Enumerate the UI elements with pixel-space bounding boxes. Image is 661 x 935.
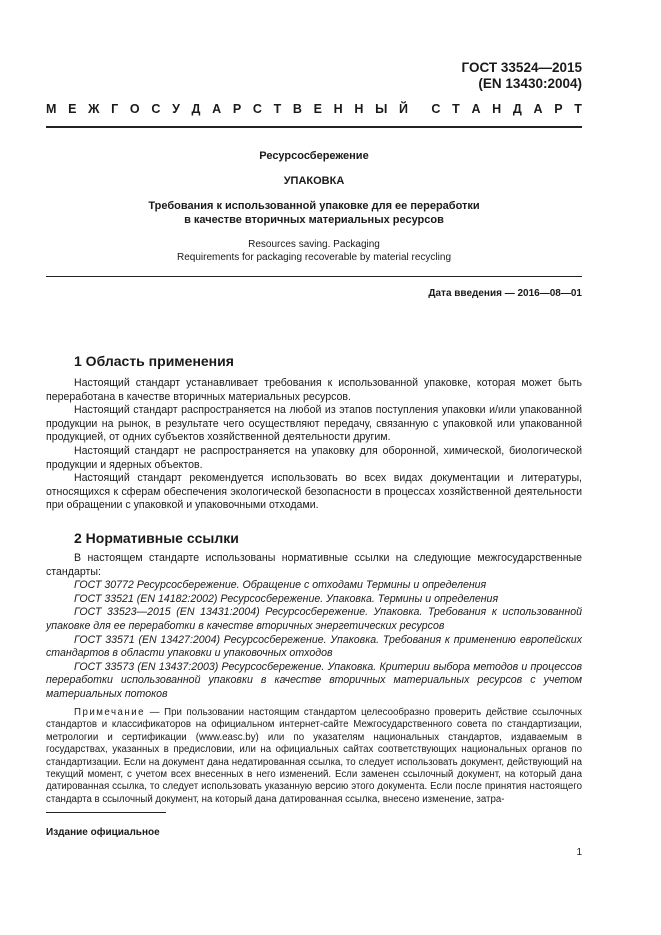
section-1-paragraph: Настоящий стандарт не распространяется на упаковку для оборонной, химической, биологической продукции и ядерных объектов. <box>46 444 582 471</box>
standard-number <box>462 60 582 92</box>
reference-item: ГОСТ 33573 (EN 13437:2003) Ресурсосбережение. Упаковка. Критерии выбора методов и процессов переработки использованной упаковки в качестве вторичных материальных ресурсов с учетом материальных потоков <box>46 660 582 700</box>
interstate-letter: Р <box>232 102 242 116</box>
title-packaging: УПАКОВКА <box>283 175 345 187</box>
interstate-letter: С <box>151 102 161 116</box>
reference-item: ГОСТ 33523—2015 (EN 13431:2004) Ресурсосбережение. Упаковка. Требования к использованной упаковке для ее переработки в качестве вторичных энергетических ресурсов <box>46 606 582 632</box>
interstate-letter: Е <box>68 102 77 116</box>
reference-item: ГОСТ 30772 Ресурсосбережение. Обращение с отходами Термины и определения <box>74 579 487 592</box>
section-1-paragraph: Настоящий стандарт рекомендуется использовать во всех видах документации и литературы, относящихся к сферам обеспечения экологической безопасности в процессах хозяйственной деятельности при обращении с упаковкой и упаковочными отходами. <box>46 472 582 512</box>
interstate-letter: Й <box>399 102 409 116</box>
reference-item: ГОСТ 33571 (EN 13427:2004) Ресурсосбережение. Упаковка. Требования к применению европейских стандартов в области упаковки и упаковочных отходов <box>46 633 582 660</box>
title-resources: Ресурсосбережение <box>259 150 369 162</box>
interstate-letter: Т <box>452 102 460 116</box>
interstate-letter: Д <box>191 102 201 116</box>
header-divider <box>46 126 582 128</box>
note-label: Примечание <box>74 707 146 718</box>
interstate-letter: Г <box>111 102 119 116</box>
interstate-letter: В <box>292 102 302 116</box>
section-1-paragraph: Настоящий стандарт распространяется на любой из этапов поступления упаковки и/или упакованной продукции на рынок, в результате чего осуществляют передачу, связанную с упаковкой или упакованной продукцией, от одних субъектов хозяйственной деятельности другим. <box>46 404 582 444</box>
interstate-letter: М <box>46 102 57 116</box>
section-2-heading: 2 Нормативные ссылки <box>74 530 239 546</box>
interstate-letter: С <box>431 102 441 116</box>
section-2-paragraph: В настоящем стандарте использованы нормативные ссылки на следующие межгосударственные стандарты: <box>46 552 582 578</box>
interstate-letter: Ы <box>375 102 388 116</box>
interstate-letter: Т <box>574 102 582 116</box>
note-text: — При пользовании настоящим стандартом целесообразно проверить действие ссылочных стандартов и классификаторов на официальном интернет-сайте Межгосударственного совета по стандартизации, метрологии и сертификации (www.easc.by) или по указателям национальных стандартов, издаваемым в государствах, указанных в предисловии, или на официальных сайтах соответствующих национальных органов по стандартизации. Если на документ дана недатированная ссылка, то следует использовать документ, действующий на текущий момент, с учетом всех внесенных в него изменений. Если заменен ссылочный документ, на который дана датированная ссылка, то следует использовать указанную версию этого документа. Если после принятия настоящего стандарта в ссылочный документ, на который дана датированная ссылка, внесено изменение, затра- <box>46 707 582 805</box>
interstate-letter: С <box>252 102 262 116</box>
interstate-letter: Н <box>333 102 343 116</box>
official-edition: Издание официальное <box>46 827 160 838</box>
interstate-letter: А <box>471 102 481 116</box>
standard-number-gost: ГОСТ 33524—2015 <box>461 60 582 75</box>
standard-number-en: (EN 13430:2004) <box>478 76 582 91</box>
interstate-letter: Н <box>354 102 364 116</box>
interstate-letter: Н <box>492 102 502 116</box>
interstate-standard-banner <box>46 101 582 117</box>
intro-date: Дата введения — 2016—08—01 <box>428 288 582 299</box>
reference-note <box>46 707 582 806</box>
interstate-letter: А <box>212 102 222 116</box>
section-1-heading: 1 Область применения <box>74 353 234 369</box>
title-divider <box>46 276 582 277</box>
interstate-letter: Ж <box>88 102 100 116</box>
interstate-letter: Д <box>512 102 522 116</box>
interstate-letter: Е <box>313 102 322 116</box>
interstate-letter: А <box>533 102 543 116</box>
page-number: 1 <box>576 847 582 858</box>
section-1-paragraph: Настоящий стандарт устанавливает требования к использованной упаковке, которая может быть переработана в качестве вторичных материальных ресурсов. <box>46 377 582 403</box>
reference-item: ГОСТ 33521 (EN 14182:2002) Ресурсосбережение. Упаковка. Термины и определения <box>74 592 499 605</box>
section-1-body <box>46 377 582 513</box>
title-requirements-2: в качестве вторичных материальных ресурсов <box>184 214 444 226</box>
section-2-body <box>46 552 582 702</box>
title-requirements-1: Требования к использованной упаковке для ее переработки <box>148 200 480 212</box>
title-en-2: Requirements for packaging recoverable by material recycling <box>176 252 452 263</box>
title-en-1: Resources saving. Packaging <box>248 239 380 250</box>
interstate-letter: У <box>172 102 180 116</box>
interstate-letter: Т <box>273 102 282 116</box>
interstate-letter: Р <box>554 102 563 116</box>
footer-divider <box>46 812 166 813</box>
interstate-letter: О <box>129 102 140 116</box>
